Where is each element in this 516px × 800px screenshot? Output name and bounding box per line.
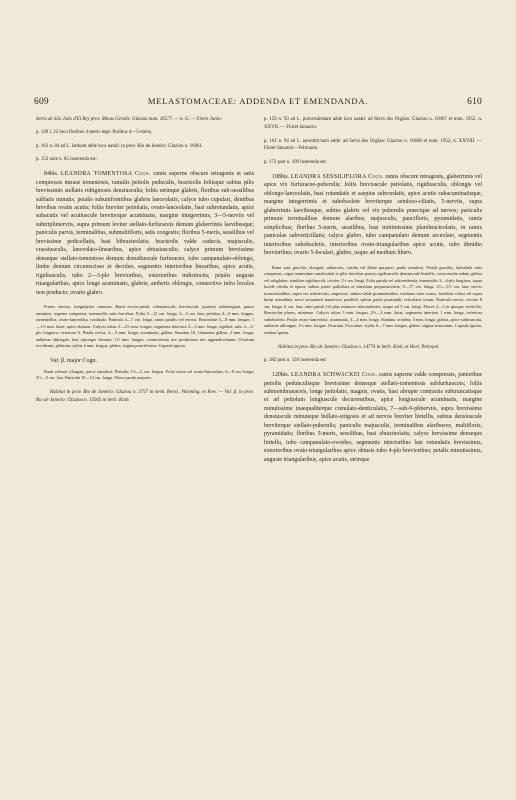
species-author: Cogn. [361, 372, 378, 379]
species-description [264, 173, 482, 258]
species-details: Frutex erectus, irregulariter ramosus. Rami erecto-patuli, robustiusculi, breviusculi, juniores subtetragoni, pauce ramulosi, superne compressi, internodiis satis brevibus. Folia 5—12 cm. longa, 2—5 cm. lata; petiolus 4—6 mm. longus, tomentellus; ovato-lanceolata, cordatula. Panicula 4—7 cm. longa, ramis patulis vel erectis. Bracteolae 5—8 mm. longae, 1—1½ mm. latae, apice obtusae. Calycis tubus 2—2½ mm. longus, segmenta interiora 2—3 mm. longa, rigidula, tubo 2—3-plo longiora; exteriora 0. Petala erecta, 2—3 mm. longa, acuminata, glabra. Stamina 10; filamenta glabra, 2 mm. longa; antherae oblongae, basi apiceque obtusae, 1½ mm. longae; connectivum nec productum nec appendiculatum. Ovarium ovoideum, glabrum; stylus 4 mm. longus, glaber; stigma punctiforme. Capsula ignota. [36, 303, 254, 349]
species-number: 120bis. [272, 372, 290, 379]
left-column [36, 116, 254, 411]
species-description [264, 371, 482, 464]
running-header [34, 96, 482, 110]
species-diagnosis: ramis superne obscure tetragonis et satis compressis intrase tomentosis, ramulis petiolis peduculis, bracteolis foliisque subtus pilis brevissimis stellatis rubiginosis densiusculis; foliis utrinque glabris, floribus sub-sessilibus sublatis minutis, petalis subuniformibus glabris lanceolatis; calyce tubo cupulari, dentibus brevibus ovatis acutis; foliis breviter petiolatis, ovato-lanceolatis, basi subrotundatis, apice subacutis vel acutiuscule breviterque acuminatis, margine integerrimis, 3—5-nerviis vel subtripliinerviis, supra primum leviter stellato-furfuraceis demum glaberrimis laevibusque; paniculis parvis, terminalibus, submultifloris, satis congestis; floribus 5-meris, sessilibus vel brevissime pedicellatis, basi bibracteolatis; bracteolis valde caducis, majusculis, crassiusculis, lanceolato-linearibus, apice obtusiusculis; calyce primum brevissime denseque stellato-tomentoso demum denudiuscule furfuraceo, tubo campanulato-oblongo, limbo demum circumscisso et deciduo, segmentis interioribus linearibus, apice acutis, rigidiusculis, tubo 2—3-plo brevioribus, exterioribus indistinctis; petalis anguste triangularibus, apice longe acuminatis, glabris; antheris oblongis, connectivo infra loculos non producto; ovario glabro. [36, 171, 254, 296]
species-diagnosis: ramis obscure tetragonis, glaberrimis vel apice vix furfuraceo-puberulis; foliis breviuscule petiolatis, rigidiusculis, oblongis vel oblongo-lanceolatis, basi rotundatis et saepius subcordatis, apice acutis subacuminatisque, margine integerrimis et subobsolete breviterque setuloso-ciliatis, 5-nerviis, supra glaberrimis laevibusque, subtus glabris vel vix puberulis praecique ad nervos; paniculis primum terminalibus demum alaribus, majusculis, paucifloris, pyramidatis, ramis simplicibus; floribus 5-meris, sessilibus, basi minimissime plurebracteolatis, in ramis paniculae subverticillatis; calyce glabro, tubo campanulato demum urceolato, segmentis interioribus subobsoletis, interioribus ovato-triangularibus apice acutis, tubo dimidio brevioribus; ovario 5-loculari, glabro, usque ad medium libero. [264, 173, 482, 257]
locality-note: Serra de São João d'El Rey prov. Minas Geraës: Glaziou num. 16577. — n. G. — Floret Junio. [36, 117, 222, 122]
right-page-number: 610 [467, 97, 482, 107]
locality-addition: p. 163 n. 84 ad L. latinam adde loco natali: in prov. Rio de Janeiro: Glaziou n. 16061. [36, 143, 204, 149]
locality-addition: p. 161 n. 94 ad L. neurotricham adde: ad Serra dos Orgãos: Glaziou n. 16608 et num. 1952, n. XXVIII. — Floret Januario—Februario. [264, 138, 482, 152]
variety-details: Rami robusti, elongati, parce ramulosi. Petiolus 1½—2 cm. longus. Folia ovata vel ovato-lanceolata, 6—8 cm. longa, 3½—5 cm. lata. Panicula 10—12 cm. longa. Flores paulo majores. [36, 368, 254, 381]
left-page-number: 609 [34, 97, 49, 107]
species-number: 84bis. [44, 171, 59, 178]
locality-addition: p. 159 n. 93 ad L. pulverulentam adde loco natali: ad Serra dos Orgãos: Glaziou n. 16907 et num. 1952. n. XXVII. — Floret Januario. [264, 117, 482, 130]
insertion-note: p. 153 note n. 85 inserenda est: [36, 157, 97, 163]
insertion-note: p. 173 post n. 109 inserenda est: [264, 160, 328, 166]
species-author: Cogn. [368, 173, 384, 180]
species-author: Cogn. [135, 171, 151, 178]
species-number: 108bis. [272, 173, 290, 180]
variety-heading: Var. β. major Cogn. [50, 357, 98, 364]
species-name: LEANDRA TOMENTOSA [60, 171, 133, 178]
habitat-note: Habitat in prov. Rio de Janeiro: Glaziou n. 3757 in herb. Berol., Warming. et Kew. — Var. β. in prov. Rio de Janeiro: Glaziou n. 15943 in herb. Kiob. [36, 389, 254, 403]
species-description [36, 170, 254, 297]
habitat-note: Habitat in prov. Rio de Janeiro: Glaziou n. 14774 in herb. Kiob. et Hort. Petropol. [278, 344, 440, 350]
running-title: MELASTOMACEAE: ADDENDA ET EMENDANDA. [147, 96, 369, 106]
insertion-note: p. 182 post n. 120 inserenda est: [264, 358, 328, 364]
species-diagnosis: ramis superne valde compressis, junioribus petiolis pedunculisque brevissime denseque stellato-tomentosis subfurfuraceis; foliis submembranaceis, longe petiolatis, magnis, ovatis, basi abrupte contractis subtruncatisque et ad petiolum longiuscule decurrentibus, apice longiuscule acuminatis, margine minutissime inaequaliterque crenulato-denticulatis, 7—sub-9-plinerviis, supra brevissime densiuscule minuteque bullato-strigosis et ad nervos breviter hirtellis, subtus densiuscule breviterque stellato-puberulis; paniculis majusculis, terminalibus alaribusve, multifloris, pyramidatis; floribus 5-meris, sessilibus, basi ebracteolatis; calyce brevissime denseque hirtello, tubo campanulato-ovoideo, segmentis interioribus late rotundatis brevissimis, exterioribus ovato-triangularibus apice obtusis tubo 4-plo brevioribus; petalis minutissimis, anguste triangularibus, apice acutis, utrinque [264, 372, 482, 463]
species-name: LEANDRA SESSILIFLORA [290, 173, 367, 180]
right-column [264, 116, 482, 471]
species-details: Rami satis graciles, elongati, subteretes, virides vel dilute purpurei, paulo ramulosi. Petioli graciles, lateraliter satis compressi, supra tenuissime canaliculati et pilis brevibus paucis rigidiusculis densiuscule hirtellis; costa media subtus glabra vel subglabra; similiter rigidiusculi, circiter 1½ cm. longi. Folia patula vel adscendentia, internodiis 3—4-plo longiora, supra lucide viridia et opaca, subtus paulo pallidiora et interdum purpurascentia, 9—17 cm. longa, 2½—5½ cm. lata; nervis transversalibus, supra vix subelevatis, impressis, subtus valde prominentibus, mediano satis crasso, lateribus a basi vel supra basin orientibus; nervi secundarii numerosi, paralleli, subtus paulo prominuli; reticulatio tenuis. Panicula erecta, circiter 8 cm. longa, 6 cm. lata; rami patuli vel plus minusve adscendentes, usque ad 3 cm. longi. Flores 2—3 in quoque verticillo. Bracteolae plures, minimae. Calycis tubus 3 mm. longus, 2½—3 mm. latus; segmenta interiora 1 mm. longa, exteriora subobsoleta. Petala ovato-lanceolata, acuminata, 3—4 mm. longa. Stamina ovoidea, 3 mm. longa, glabra, apice subtruncata, antherae oblongae, 1¼ mm. longae. Ovarium 5-loculare, stylus 6—7 mm. longus, glaber, stigma truncatum. Capsula ignota, semina ignota. [264, 264, 482, 335]
species-name: LEANDRA SCHWACKEI [290, 372, 361, 379]
correction-note: p. 149 l. 23 loco floribus 4-meris lege: floribus 4—5-meris. [36, 129, 153, 135]
